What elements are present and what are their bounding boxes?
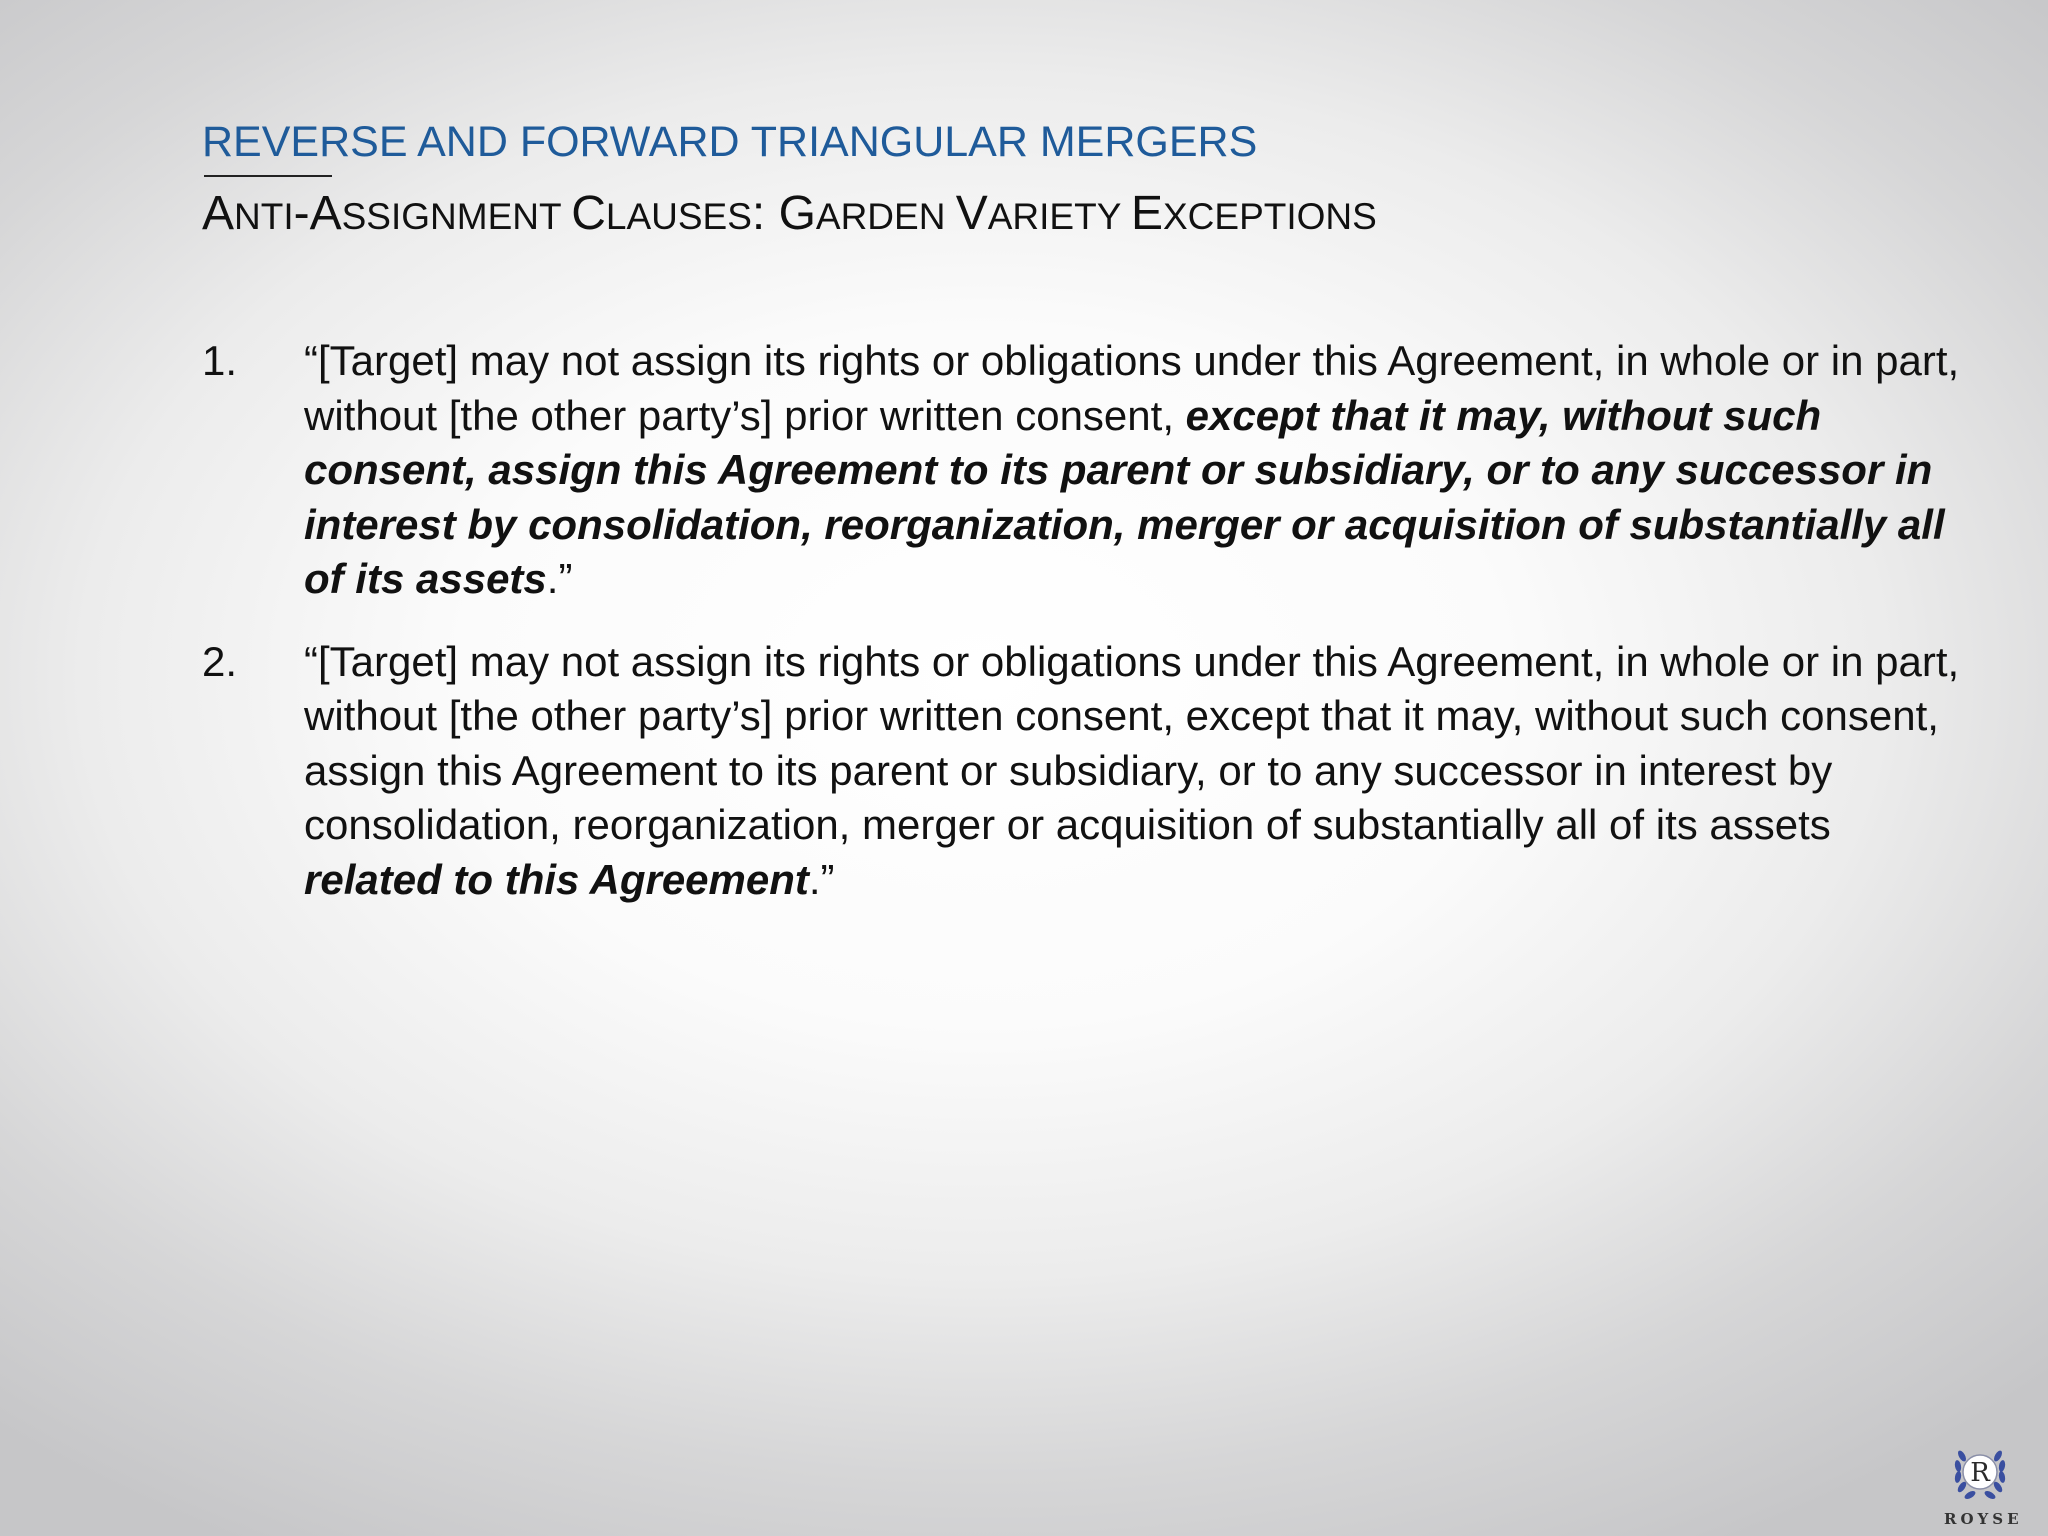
- svg-text:R: R: [1970, 1458, 1990, 1488]
- subtitle-cap: A: [202, 187, 235, 240]
- subtitle-smallcaps: SSIGNMENT: [341, 196, 572, 237]
- clause-emphasis: related to this Agreement: [304, 855, 809, 903]
- subtitle-cap: A: [309, 187, 342, 240]
- clause-number: 1.: [202, 337, 238, 384]
- clause-closing: .”: [546, 555, 573, 602]
- subtitle-cap: G: [778, 187, 816, 240]
- clause-text: “[Target] may not assign its rights or obligations under this Agreement, in whole or in part, without [the other party’s] prior written consent, except that it may, without such consent, assign this Agreement to its parent or subsidiary, or to any successor in interest by consolidation, reorganization, merger or acquisition of substantially all of its assets: [304, 637, 1960, 848]
- clause-item-1: [202, 334, 1962, 607]
- royse-laurel-logo-icon: [1950, 1442, 2010, 1508]
- subtitle-smallcaps: ARIETY: [987, 196, 1131, 237]
- clause-closing: .”: [808, 855, 835, 903]
- clause-item-2: [202, 635, 1962, 908]
- title-underline: [204, 175, 332, 177]
- royse-logo: [1944, 1442, 2023, 1532]
- subtitle-cap: E: [1130, 187, 1163, 240]
- clause-number: 2.: [202, 637, 238, 685]
- clause-list: [202, 334, 1962, 935]
- slide-title: REVERSE AND FORWARD TRIANGULAR MERGERS: [202, 118, 1258, 166]
- subtitle-smallcaps: LAUSES: [605, 196, 752, 237]
- subtitle-cap: C: [571, 187, 606, 240]
- clause-text: “[Target] may not assign its rights or obligations under this Agreement, in whole or in part, without [the other party’s] prior written consent,: [304, 337, 1960, 439]
- subtitle-smallcaps: NTI: [234, 196, 294, 237]
- subtitle-separator: -: [293, 187, 310, 240]
- logo-wordmark: ROYSE: [1944, 1510, 2023, 1528]
- subtitle-separator: :: [751, 187, 779, 240]
- slide-subtitle: [202, 186, 1377, 241]
- subtitle-smallcaps: XCEPTIONS: [1163, 196, 1377, 237]
- subtitle-smallcaps: ARDEN: [815, 196, 956, 237]
- subtitle-cap: V: [955, 187, 988, 240]
- clause-emphasis: except that it may, without such consent, assign this Agreement to its parent or subsidiary, or to any successor in interest by consolidation, reorganization, merger or acquisition of substantially all of its assets: [304, 391, 1945, 602]
